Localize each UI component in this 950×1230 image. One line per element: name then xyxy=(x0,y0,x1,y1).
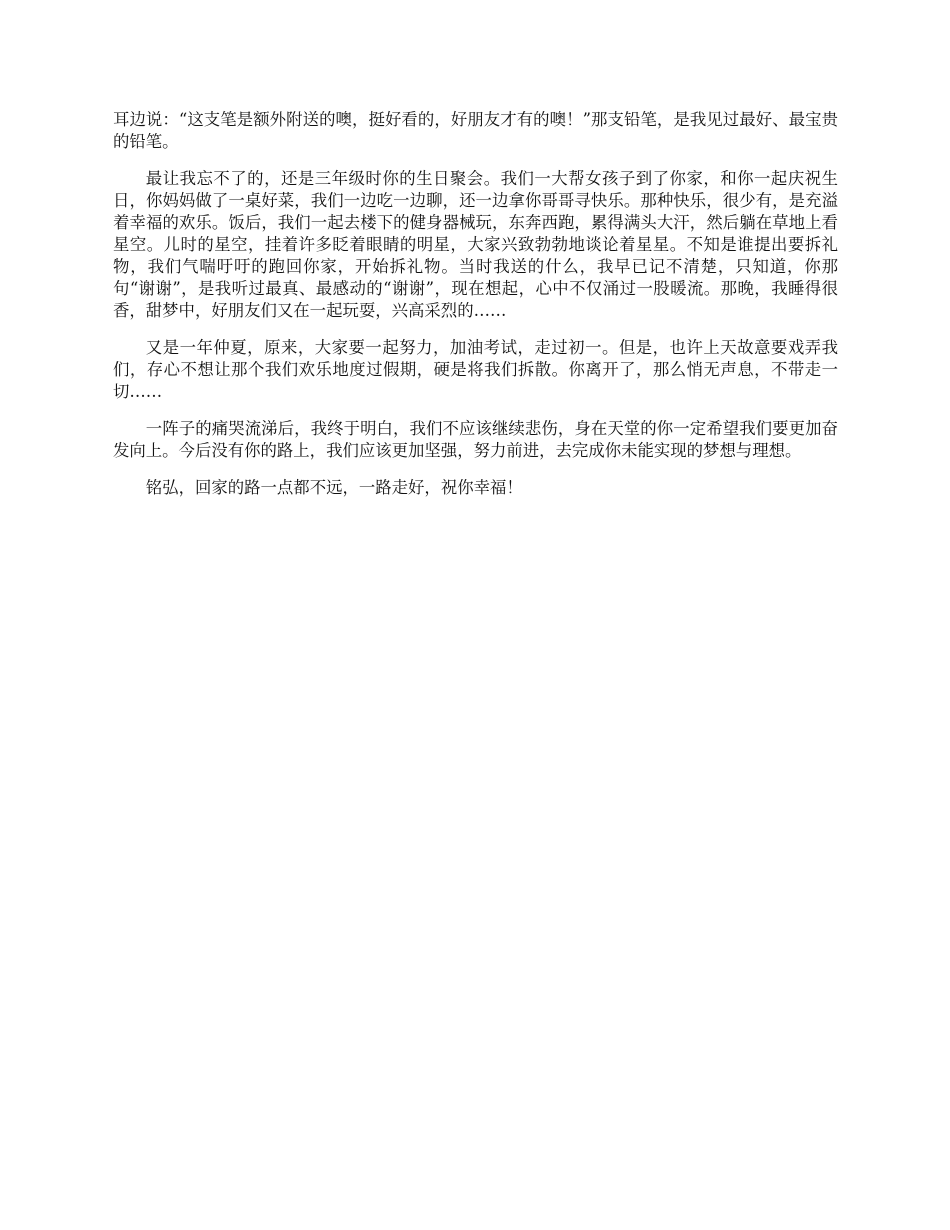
paragraph-summer-parting: 又是一年仲夏，原来，大家要一起努力，加油考试，走过初一。但是，也许上天故意要戏弄我们，存心不想让那个我们欢乐地度过假期，硬是将我们拆散。你离开了，那么悄无声息，不带走一切…… xyxy=(113,338,838,401)
paragraph-continuation: 耳边说：“这支笔是额外附送的噢，挺好看的，好朋友才有的噢！”那支铅笔，是我见过最好、最宝贵的铅笔。 xyxy=(113,110,838,151)
paragraph-farewell: 铭弘，回家的路一点都不远，一路走好，祝你幸福！ xyxy=(145,478,523,497)
paragraph-resolve: 一阵子的痛哭流涕后，我终于明白，我们不应该继续悲伤，身在天堂的你一定希望我们要更加奋发向上。今后没有你的路上，我们应该更加坚强，努力前进，去完成你未能实现的梦想与理想。 xyxy=(113,419,838,460)
document-body xyxy=(113,109,838,514)
paragraph-birthday-party: 最让我忘不了的，还是三年级时你的生日聚会。我们一大帮女孩子到了你家，和你一起庆祝生日，你妈妈做了一桌好菜，我们一边吃一边聊，还一边拿你哥哥寻快乐。那种快乐，很少有，是充溢着幸福的欢乐。饭后，我们一起去楼下的健身器械玩，东奔西跑，累得满头大汗，然后躺在草地上看星空。儿时的星空，挂着许多眨着眼睛的明星，大家兴致勃勃地谈论着星星。不知是谁提出要拆礼物，我们气喘吁吁的跑回你家，开始拆礼物。当时我送的什么，我早已记不清楚，只知道，你那句“谢谢”，是我听过最真、最感动的“谢谢”，现在想起，心中不仅涌过一股暖流。那晚，我睡得很香，甜梦中，好朋友们又在一起玩耍，兴高采烈的…… xyxy=(113,169,838,320)
